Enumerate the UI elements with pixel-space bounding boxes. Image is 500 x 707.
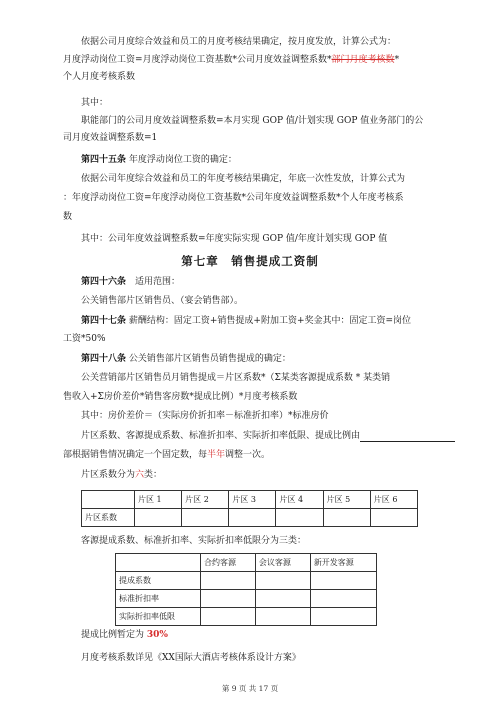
- paragraph-annual-intro: 依据公司年度综合效益和员工的年度考核结果确定，年底一次性发放，计算公式为: [81, 174, 406, 184]
- table-cell: 片区 2: [182, 491, 229, 509]
- formula-asterisk: *: [394, 55, 400, 65]
- article-46-text: 适用范围：: [126, 277, 181, 287]
- assessment-reference-line: 月度考核系数详见《XX国际大酒店考核体系设计方案》: [81, 653, 301, 663]
- adjustment-line: [63, 450, 270, 461]
- table-cell: [201, 590, 256, 608]
- table-cell: [82, 491, 135, 509]
- table-cell: [135, 509, 182, 527]
- gop-monthly-line: 职能部门的公司月度效益调整系数=本月实现 GOP 值/计划实现 GOP 值业务部门的公: [81, 116, 424, 126]
- article-45: [81, 155, 237, 166]
- zone-classes-end: 类：: [144, 470, 163, 480]
- table-cell: 片区 3: [229, 491, 276, 509]
- table-cell: [201, 608, 256, 626]
- formula-monthly-text: 月度浮动岗位工资=月度浮动岗位工资基数*公司月度效益调整系数*: [63, 55, 332, 65]
- page-footer: 第 9 页 共 17 页: [221, 684, 279, 693]
- table-cell: [310, 608, 376, 626]
- price-diff-line: 其中：房价差价＝（实际房价折扣率－标准折扣率）*标准房价: [81, 411, 329, 421]
- zone-classes-text: 片区系数分为: [81, 470, 136, 480]
- table-cell: [310, 572, 376, 590]
- article-47-title: 第四十七条: [81, 316, 127, 326]
- table-cell: 标准折扣率: [116, 590, 201, 608]
- table-cell: 新开发客源: [310, 554, 376, 572]
- article-47-text: 薪酬结构：固定工资+销售提成+附加工资+奖金其中：固定工资=岗位: [126, 316, 412, 326]
- table-row: [116, 572, 377, 590]
- table-cell: 片区 4: [276, 491, 323, 509]
- formula-monthly-line: [63, 55, 399, 66]
- table-cell: 会议客源: [255, 554, 310, 572]
- table-cell: 片区 1: [135, 491, 182, 509]
- article-48: [81, 354, 291, 365]
- table-row: [82, 509, 418, 527]
- struck-dept-factor: 部门月度考核数: [331, 55, 395, 65]
- table-cell: [323, 509, 370, 527]
- rate-highlight: 30%: [146, 630, 168, 640]
- table-cell: [255, 572, 310, 590]
- where-label: 其中：: [81, 98, 109, 108]
- table-cell: [255, 608, 310, 626]
- gop-annual-line: 其中：公司年度效益调整系数=年度实际实现 GOP 值/年度计划实现 GOP 值: [81, 234, 388, 244]
- article-45-title: 第四十五条: [81, 155, 127, 165]
- commission-formula-line: 公关营销部片区销售员月销售提成＝片区系数*（Σ某类客源提成系数 * 某类销: [81, 373, 391, 383]
- table-cell: 片区 5: [323, 491, 370, 509]
- zone-classes-line: [81, 470, 162, 481]
- gop-monthly-cont: 司月度效益调整系数=1: [63, 133, 158, 143]
- table-row: [116, 554, 377, 572]
- six-highlight: 六: [135, 470, 145, 480]
- table-cell: [229, 509, 276, 527]
- formula-annual-line: ：年度浮动岗位工资=年度浮动岗位工资基数*公司年度效益调整系数*个人年度考核系: [63, 193, 404, 203]
- table-cell: [276, 509, 323, 527]
- article-47: [81, 316, 411, 327]
- table-cell: 片区系数: [82, 509, 135, 527]
- zone-factor-table: [81, 490, 418, 527]
- source-factor-table: [115, 553, 377, 626]
- article-48-title: 第四十八条: [81, 354, 127, 364]
- chapter-title: 第七章 销售提成工资制: [181, 254, 319, 268]
- salary-structure-cont: 工资*50%: [63, 334, 106, 344]
- factors-line: [81, 431, 455, 442]
- article-46: [81, 277, 180, 288]
- fill-in-blank: [360, 432, 455, 442]
- formula-annual-cont: 数: [63, 212, 73, 222]
- commission-rate-line: [81, 630, 168, 641]
- article-48-text: 公关销售部片区销售员销售提成的确定：: [126, 354, 291, 364]
- adjustment-text-end: 调整一次。: [225, 450, 271, 460]
- table-cell: [255, 590, 310, 608]
- table-cell: 片区 6: [370, 491, 417, 509]
- table-cell: [116, 554, 201, 572]
- table-row: [82, 491, 418, 509]
- source-classes-line: 客源提成系数、标准折扣率、实际折扣率低限分为三类：: [81, 536, 307, 546]
- table-cell: 实际折扣率低限: [116, 608, 201, 626]
- commission-rate-text: 提成比例暂定为: [81, 630, 147, 640]
- table-cell: [182, 509, 229, 527]
- table-cell: [370, 509, 417, 527]
- table-row: [116, 590, 377, 608]
- table-cell: 合约客源: [201, 554, 256, 572]
- table-cell: 提成系数: [116, 572, 201, 590]
- factors-text: 片区系数、客源提成系数、标准折扣率、实际折扣率低限、提成比例由: [81, 431, 361, 441]
- adjustment-text: 部根据销售情况确定一个固定数，每: [63, 450, 208, 460]
- paragraph-formula-intro: 依据公司月度综合效益和员工的月度考核结果确定，按月度发放，计算公式为：: [81, 37, 397, 47]
- commission-formula-cont: 售收入+Σ房价差价*销售客房数*提成比例）*月度考核系数: [63, 392, 298, 402]
- article-45-text: 年度浮动岗位工资的确定：: [126, 155, 237, 165]
- half-year-highlight: 半年: [207, 450, 226, 460]
- formula-monthly-cont: 个人月度考核系数: [63, 72, 136, 82]
- article-46-title: 第四十六条: [81, 277, 127, 287]
- table-row: [116, 608, 377, 626]
- scope-line: 公关销售部片区销售员、（宴会销售部）。: [81, 296, 244, 306]
- table-cell: [201, 572, 256, 590]
- table-cell: [310, 590, 376, 608]
